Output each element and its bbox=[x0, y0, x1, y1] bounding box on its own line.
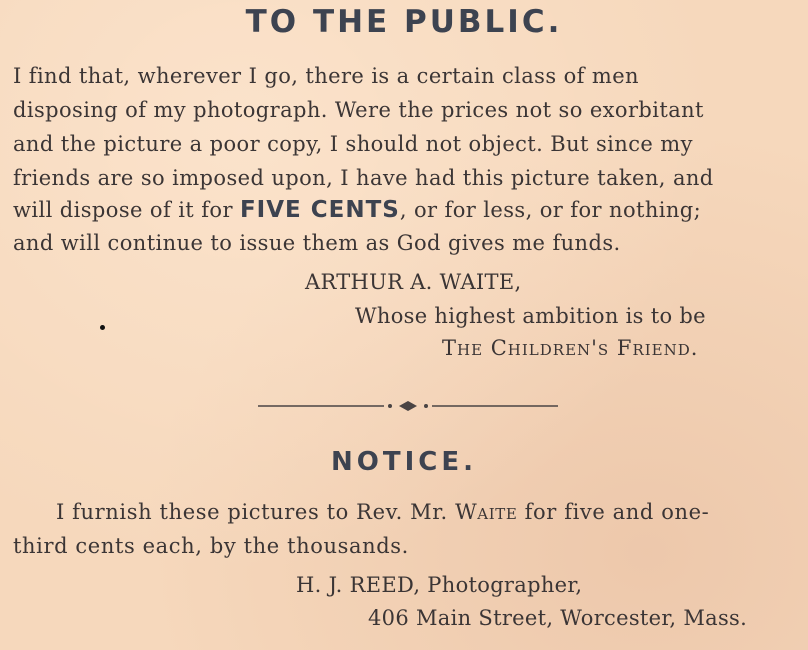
body-line-5-start: will dispose of it for bbox=[13, 198, 240, 222]
body-line-5 bbox=[13, 197, 701, 223]
body-line-3: and the picture a poor copy, I should not object. But since my bbox=[13, 132, 693, 156]
notice-line-1 bbox=[56, 500, 709, 524]
signature-name: ARTHUR A. WAITE, bbox=[305, 270, 522, 294]
body-line-4: friends are so imposed upon, I have had this picture taken, and bbox=[13, 166, 714, 190]
price-emphasis: FIVE CENTS bbox=[239, 197, 400, 223]
body-line-1: I find that, wherever I go, there is a certain class of men bbox=[13, 64, 639, 88]
notice-name: Waite bbox=[455, 500, 518, 524]
notice-line-1-start: I furnish these pictures to Rev. Mr. bbox=[56, 500, 456, 524]
page-title: TO THE PUBLIC. bbox=[245, 4, 563, 40]
signature-line-1: Whose highest ambition is to be bbox=[355, 304, 706, 328]
body-line-5-end: , or for less, or for nothing; bbox=[399, 198, 702, 222]
signature-line-2: The Children's Friend. bbox=[442, 336, 699, 360]
body-line-6: and will continue to issue them as God gives me funds. bbox=[13, 231, 621, 255]
photographer-address: 406 Main Street, Worcester, Mass. bbox=[368, 606, 748, 630]
notice-line-2: third cents each, by the thousands. bbox=[13, 534, 409, 558]
notice-line-1-end: for five and one- bbox=[517, 500, 710, 524]
ornamental-divider bbox=[258, 398, 558, 416]
body-line-2: disposing of my photograph. Were the prices not so exorbitant bbox=[13, 98, 704, 122]
ink-speck bbox=[100, 325, 105, 330]
photographer-name: H. J. REED, Photographer, bbox=[296, 573, 583, 597]
notice-title: NOTICE. bbox=[331, 447, 477, 477]
